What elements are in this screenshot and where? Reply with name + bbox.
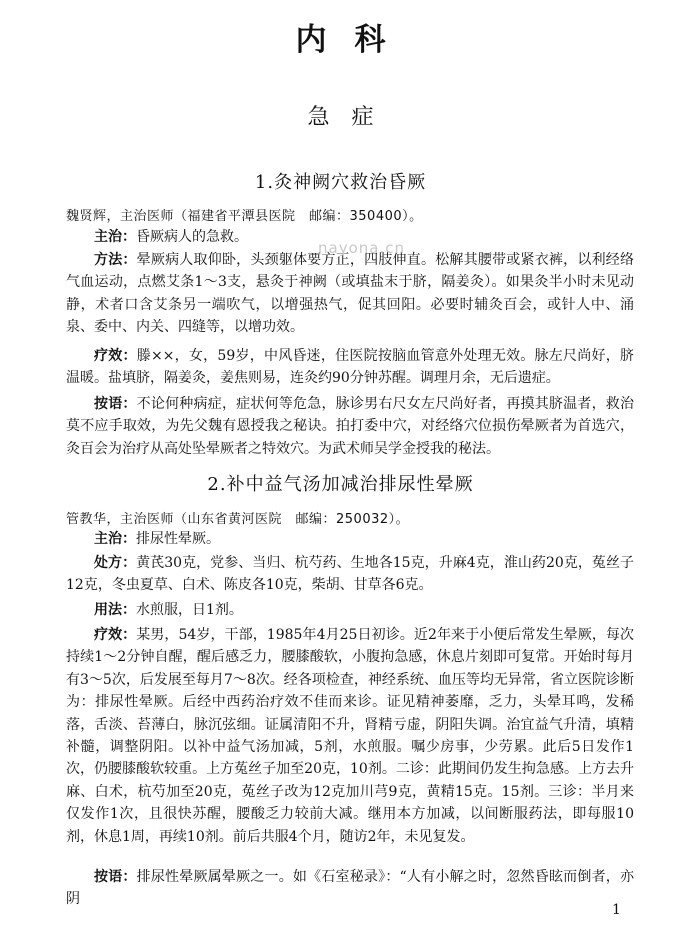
method-label: 方法： — [94, 252, 137, 268]
article-2-commentary — [66, 866, 634, 911]
prescription-text: 黄芪30克，党参、当归、杭芍药、生地各15克，升麻4克，淮山药20克，菟丝子12克，冬虫夏草、白术、陈皮各10克，柴胡、甘草各6克。 — [66, 555, 634, 594]
indication-label: 主治： — [94, 229, 136, 245]
article-1-commentary — [66, 393, 634, 460]
efficacy-text: 滕××，女，59岁，中风昏迷，住医院按脑血管意外处理无效。脉左尺尚好，脐温暖。盐填脐，隔姜灸，姜焦则易，连灸约90分钟苏醒。调理月余，无后遗症。 — [66, 348, 634, 387]
article-2-usage — [66, 599, 634, 621]
indication-text: 昏厥病人的急救。 — [136, 229, 248, 245]
article-1-method — [66, 249, 634, 339]
article-2-indication — [66, 528, 634, 550]
efficacy-label: 疗效： — [94, 627, 137, 643]
usage-label: 用法： — [94, 602, 136, 618]
efficacy-label: 疗效： — [94, 348, 137, 364]
article-1-title: 1.灸神阙穴救治昏厥 — [254, 172, 427, 193]
section-heading: 内科 — [295, 22, 414, 58]
indication-label: 主治： — [94, 531, 136, 547]
commentary-text: 不论何种病症，症状何等危急，脉诊男右尺女左尺尚好者，再摸其脐温者，救治莫不应手取效，为先父魏有恩授我之秘诀。拍打委中穴，对经络穴位损伤晕厥者为首选穴，灸百会为治疗从高处坠晕厥者之特效穴。为武术师吴学金授我的秘法。 — [66, 396, 635, 457]
article-2-author: 管教华，主治医师（山东省黄河医院 邮编：250032）。 — [66, 512, 410, 527]
article-2-prescription — [66, 552, 634, 597]
commentary-label: 按语： — [94, 869, 137, 885]
commentary-text: 排尿性晕厥属晕厥之一。如《石室秘录》：“人有小解之时，忽然昏眩而倒者，亦阴 — [66, 869, 635, 908]
efficacy-text: 某男，54岁，干部，1985年4月25日初诊。近2年来于小便后常发生晕厥，每次持续1～2分钟自醒，醒后感乏力，腰膝酸软，小腹拘急感，休息片刻即可复常。开始时每月有3～5次，后发展至每月7～8次。经各项检查，神经系统、血压等均无异常，省立医院诊断为：排尿性晕厥。后经中西药治疗效不佳而来诊。证见精神萎靡，乏力，头晕耳鸣，发稀落，舌淡、苔薄白，脉沉弦细。证属清阳不升，肾精亏虚，阴阳失调。治宜益气升清，填精补髓，调整阴阳。以补中益气汤加减，5剂，水煎服。嘱少房事，少劳累。此后5日发作1次，仍腰膝酸软较重。上方菟丝子加至20克，10剂。二诊：此期间仍发生拘急感。上方去升麻、白术，杭芍加至20克，菟丝子改为12克加川芎9克，黄精15克。15剂。三诊：半月来仅发作1次，且很快苏醒，腰酸乏力较前大减。继用本方加减，以间断服药法，即每服10剂，休息1周，再续10剂。前后共服4个月，随访2年，未见复发。 — [66, 627, 634, 845]
article-2-title: 2.补中益气汤加减治排尿性晕厥 — [207, 474, 474, 495]
page-number: 1 — [612, 902, 621, 918]
article-1-efficacy — [66, 345, 634, 390]
method-text: 晕厥病人取仰卧，头颈躯体要方正，四肢伸直。松解其腰带或紧衣裤，以利经络气血运动，点燃艾条1～3支，悬灸于神阙（或填盐末于脐，隔姜灸）。如果灸半小时未见动静，术者口含艾条另一端吹气，以增强热气，促其回阳。必要时辅灸百会，或针人中、涌泉、委中、内关、四缝等，以增功效。 — [66, 252, 635, 336]
article-2-efficacy — [66, 624, 634, 848]
watermark: nayona.cn — [318, 239, 405, 257]
commentary-label: 按语： — [94, 396, 137, 412]
usage-text: 水煎服，日1剂。 — [136, 602, 243, 618]
prescription-label: 处方： — [94, 555, 137, 571]
article-1-author: 魏贤辉，主治医师（福建省平潭县医院 邮编：350400）。 — [66, 209, 423, 224]
subsection-heading: 急症 — [307, 105, 396, 130]
indication-text: 排尿性晕厥。 — [136, 531, 220, 547]
